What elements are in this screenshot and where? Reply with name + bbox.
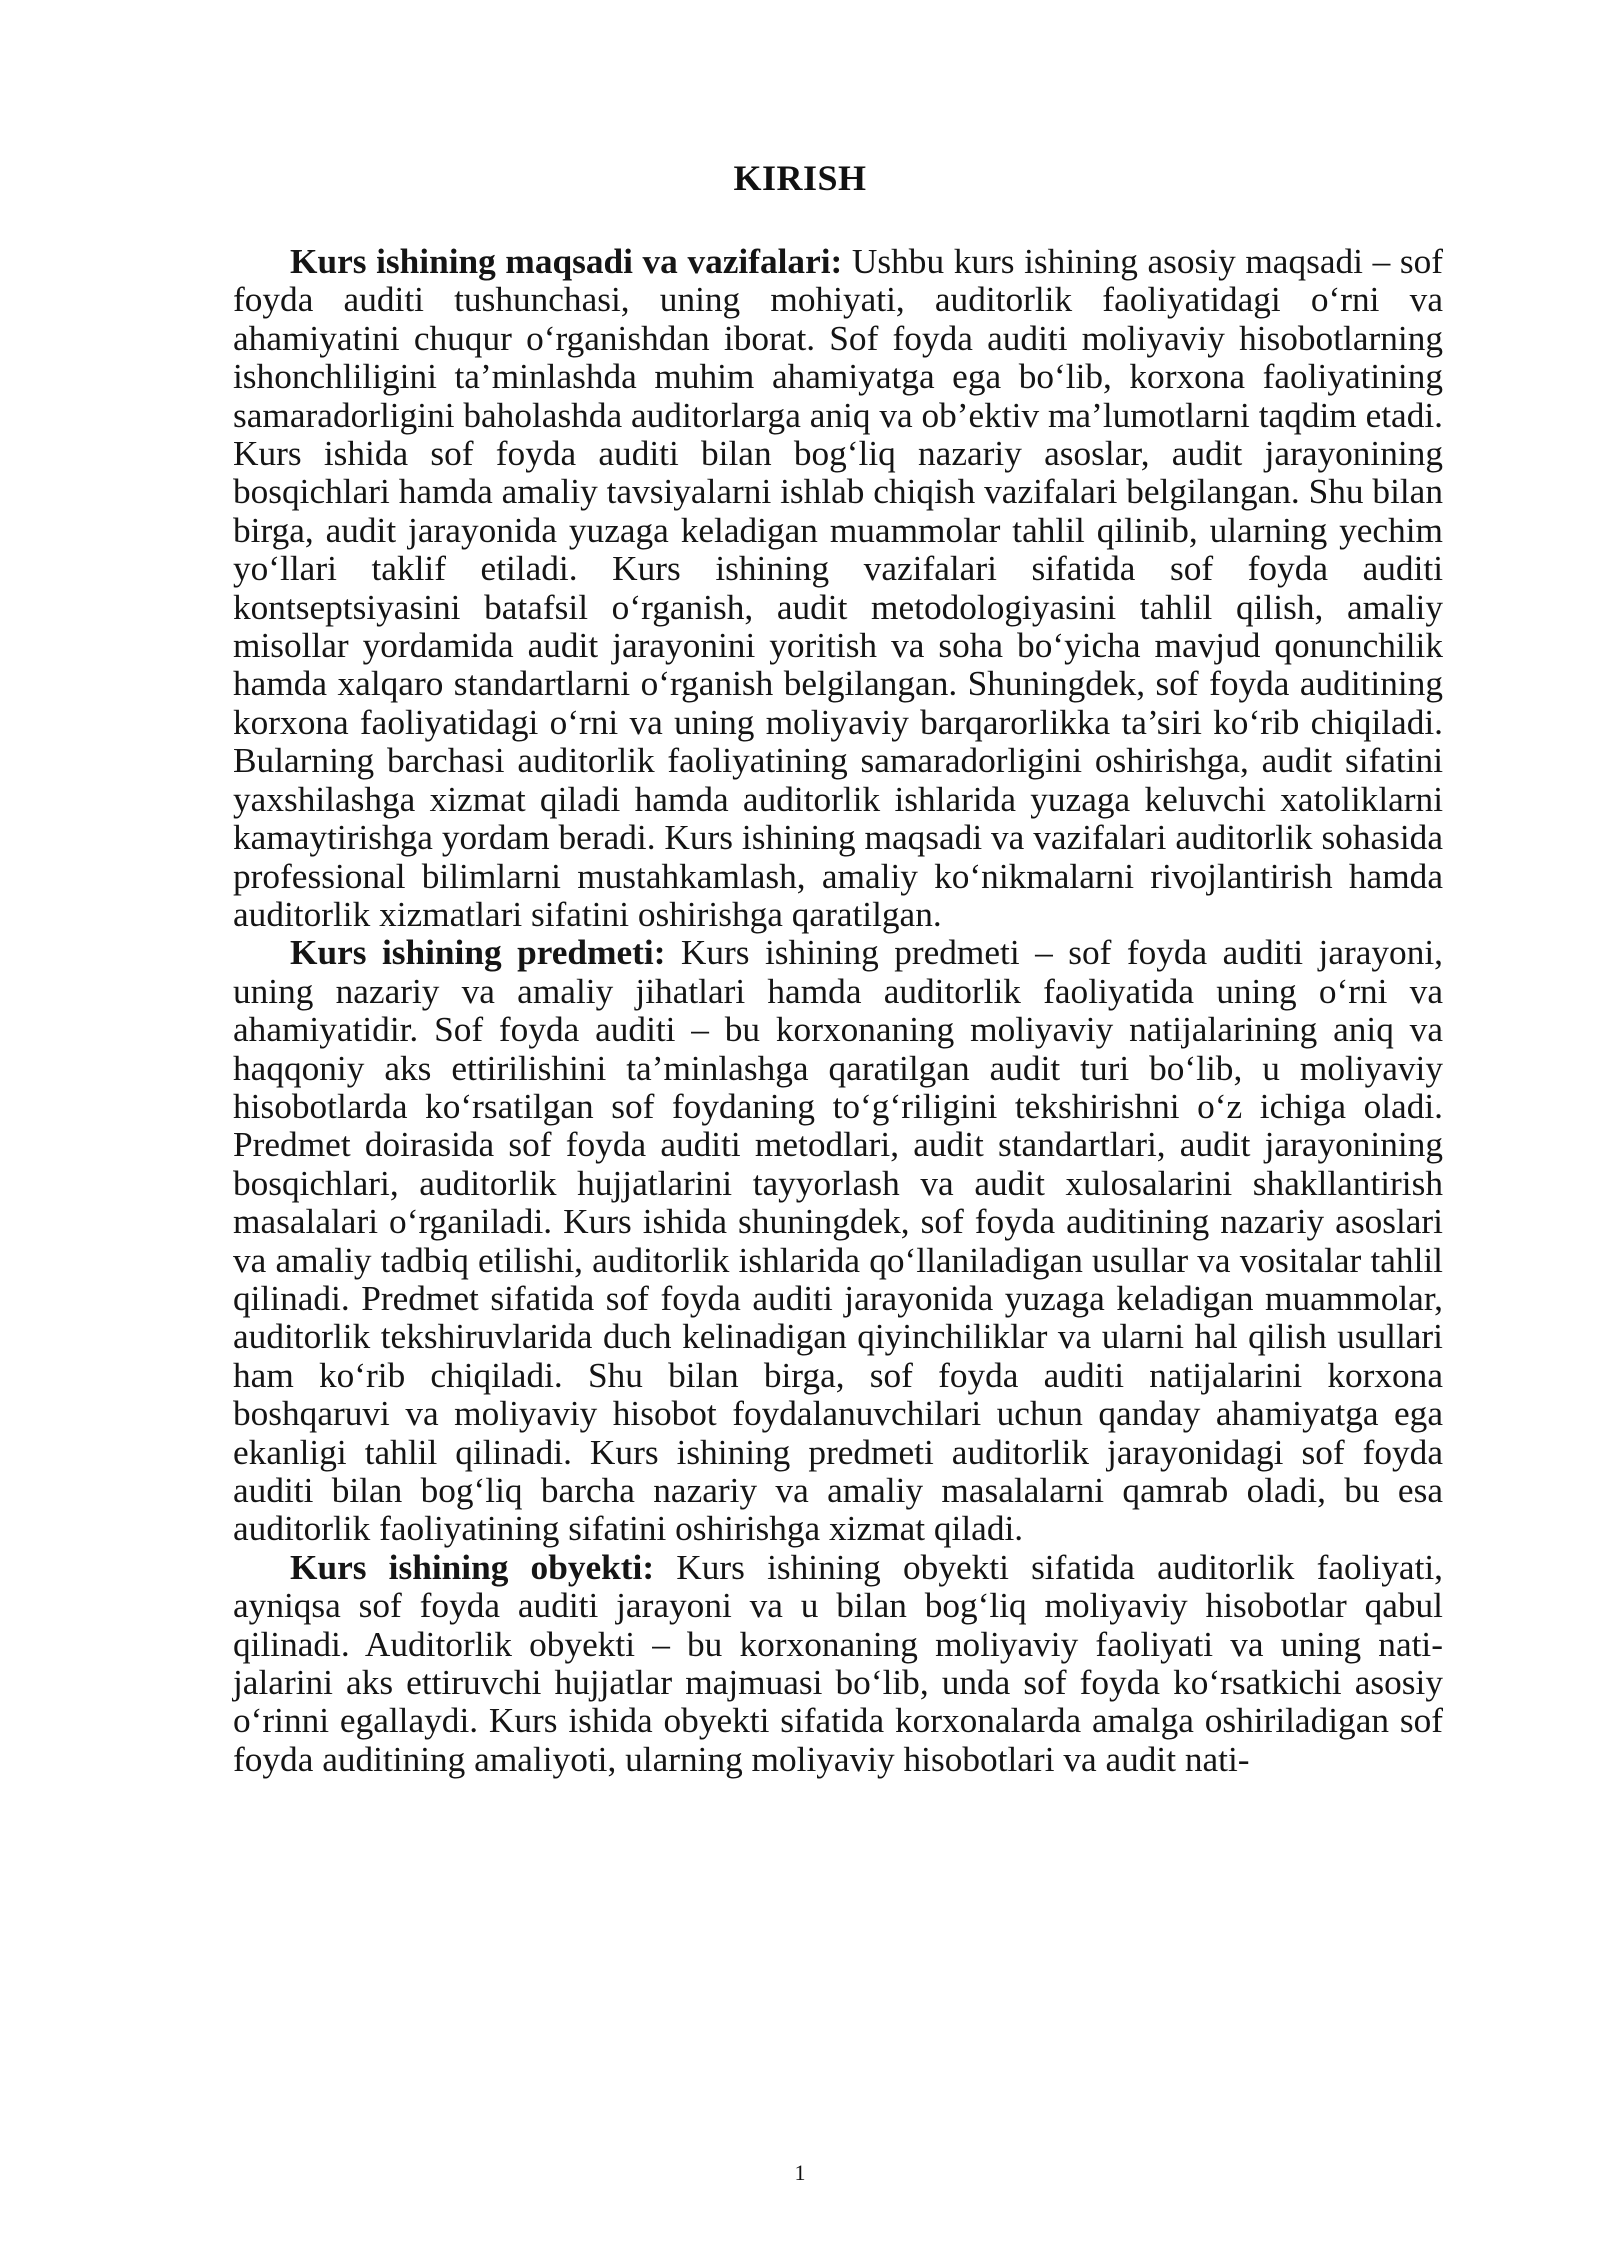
body-text xyxy=(233,243,1443,1779)
page-heading: KIRISH xyxy=(733,158,867,198)
paragraph-text: Ushbu kurs ishining asosiy maqsadi – sof foyda auditi tushunchasi, uning mohiyati, auditorlik faoliyatidagi o‘rni va ahamiyatini chuqur o‘rganishdan iborat. Sof foyda auditi moliyaviy hisobotlarning ishonchliligini ta’minlashda muhim ahamiyatga ega bo‘lib, korxona faoliyatining samaradorligini baholashda auditorlarga aniq va ob’ektiv ma’lumotlarni taqdim etadi. Kurs ishida sof foyda auditi bilan bog‘liq nazariy asoslar, audit jarayonining bosqichlari hamda amaliy tavsiyalarni ishlab chiqish vazifalari belgilangan. Shu bilan birga, audit jarayonida yuzaga keladigan muammolar tahlil qilinib, ularning yechim yo‘llari taklif etiladi. Kurs ishining vazifalari sifatida sof foyda auditi kontseptsiyasini batafsil o‘rganish, audit metodologiyasini tahlil qilish, amaliy misollar yordamida audit jarayonini yoritish va soha bo‘yicha mavjud qonunchilik hamda xalqaro standartlarni o‘rganish belgilangan. Shuningdek, sof foyda auditining korxona faoliyatidagi o‘rni va uning moliyaviy barqarorlikka ta’siri ko‘rib chiqiladi. Bularning barchasi auditorlik faoliyatining samaradorligini oshirishga, audit sifatini yaxshilashga xizmat qiladi hamda auditorlik ishlarida yuzaga keluvchi xatoliklarni kamaytirishga yordam beradi. Kurs ishining maqsadi va vazifalari auditorlik sohasida professional bilimlarni mustahkamlash, amaliy ko‘nikmalarni rivojlantirish hamda auditorlik xizmatlari sifatini oshirishga qaratilgan. xyxy=(233,242,1443,934)
paragraph-lead: Kurs ishining maqsadi va vazifalari: xyxy=(290,242,843,281)
paragraph-text: Kurs ishining predmeti – sof foyda auditi jarayoni, uning nazariy va amaliy jihatlari hamda auditorlik faoliyatida uning o‘rni va ahamiyatidir. Sof foyda auditi – bu korxonaning moliyaviy natijalarining aniq va haqqoniy aks ettirilishini ta’minlashga qaratilgan audit turi bo‘lib, u moliyaviy hisobotlarda ko‘rsatilgan sof foydaning to‘g‘riligini tekshirishni o‘z ichiga oladi. Predmet doirasida sof foyda auditi metodlari, audit standartlari, audit jarayonining bosqichlari, auditorlik hujjatlarini tayyorlash va audit xulosalarini shakllantirish masalalari o‘rganiladi. Kurs ishida shuningdek, sof foyda auditining nazariy asoslari va amaliy tadbiq etilishi, auditorlik ishlarida qo‘llaniladigan usullar va vositalar tahlil qilinadi. Predmet sifatida sof foyda auditi jarayonida yuzaga keladigan muammolar, auditorlik tekshiruvlarida duch kelinadigan qiyinchiliklar va ularni hal qilish usullari ham ko‘rib chiqiladi. Shu bilan birga, sof foyda auditi natijalarini korxona boshqaruvi va moliyaviy hisobot foydalanuvchilari uchun qanday ahamiyatga ega ekanligi tahlil qilinadi. Kurs ishining predmeti auditorlik jarayonidagi sof foyda auditi bilan bog‘liq barcha nazariy va amaliy masalalarni qamrab oladi, bu esa auditorlik faoliyatining sifatini oshirishga xizmat qiladi. xyxy=(233,933,1443,1549)
paragraph-subject xyxy=(233,934,1443,1549)
paragraph-object xyxy=(233,1549,1443,1779)
paragraph-lead: Kurs ishining obyekti: xyxy=(290,1547,655,1587)
paragraph-goals xyxy=(233,243,1443,934)
paragraph-text: Kurs ishining obyekti sifatida auditorlik faoliyati, ayniqsa sof foyda auditi jarayoni va u bilan bog‘liq moliyaviy hisobotlar qabul qilinadi. Auditorlik obyekti – bu korxonaning moliyaviy faoliyati va uning natijalarini aks ettiruvchi hujjatlar majmuasi bo‘lib, unda sof foyda ko‘rsatkichi asosiy o‘rinni egallaydi. Kurs ishida obyekti sifatida korxonalarda amalga oshiriladigan sof foyda auditining amaliyoti, ularning moliyaviy hisobotlari va audit nati- xyxy=(233,1547,1444,1779)
paragraph-lead: Kurs ishining predmeti: xyxy=(290,933,666,973)
page-number: 1 xyxy=(794,2160,806,2185)
